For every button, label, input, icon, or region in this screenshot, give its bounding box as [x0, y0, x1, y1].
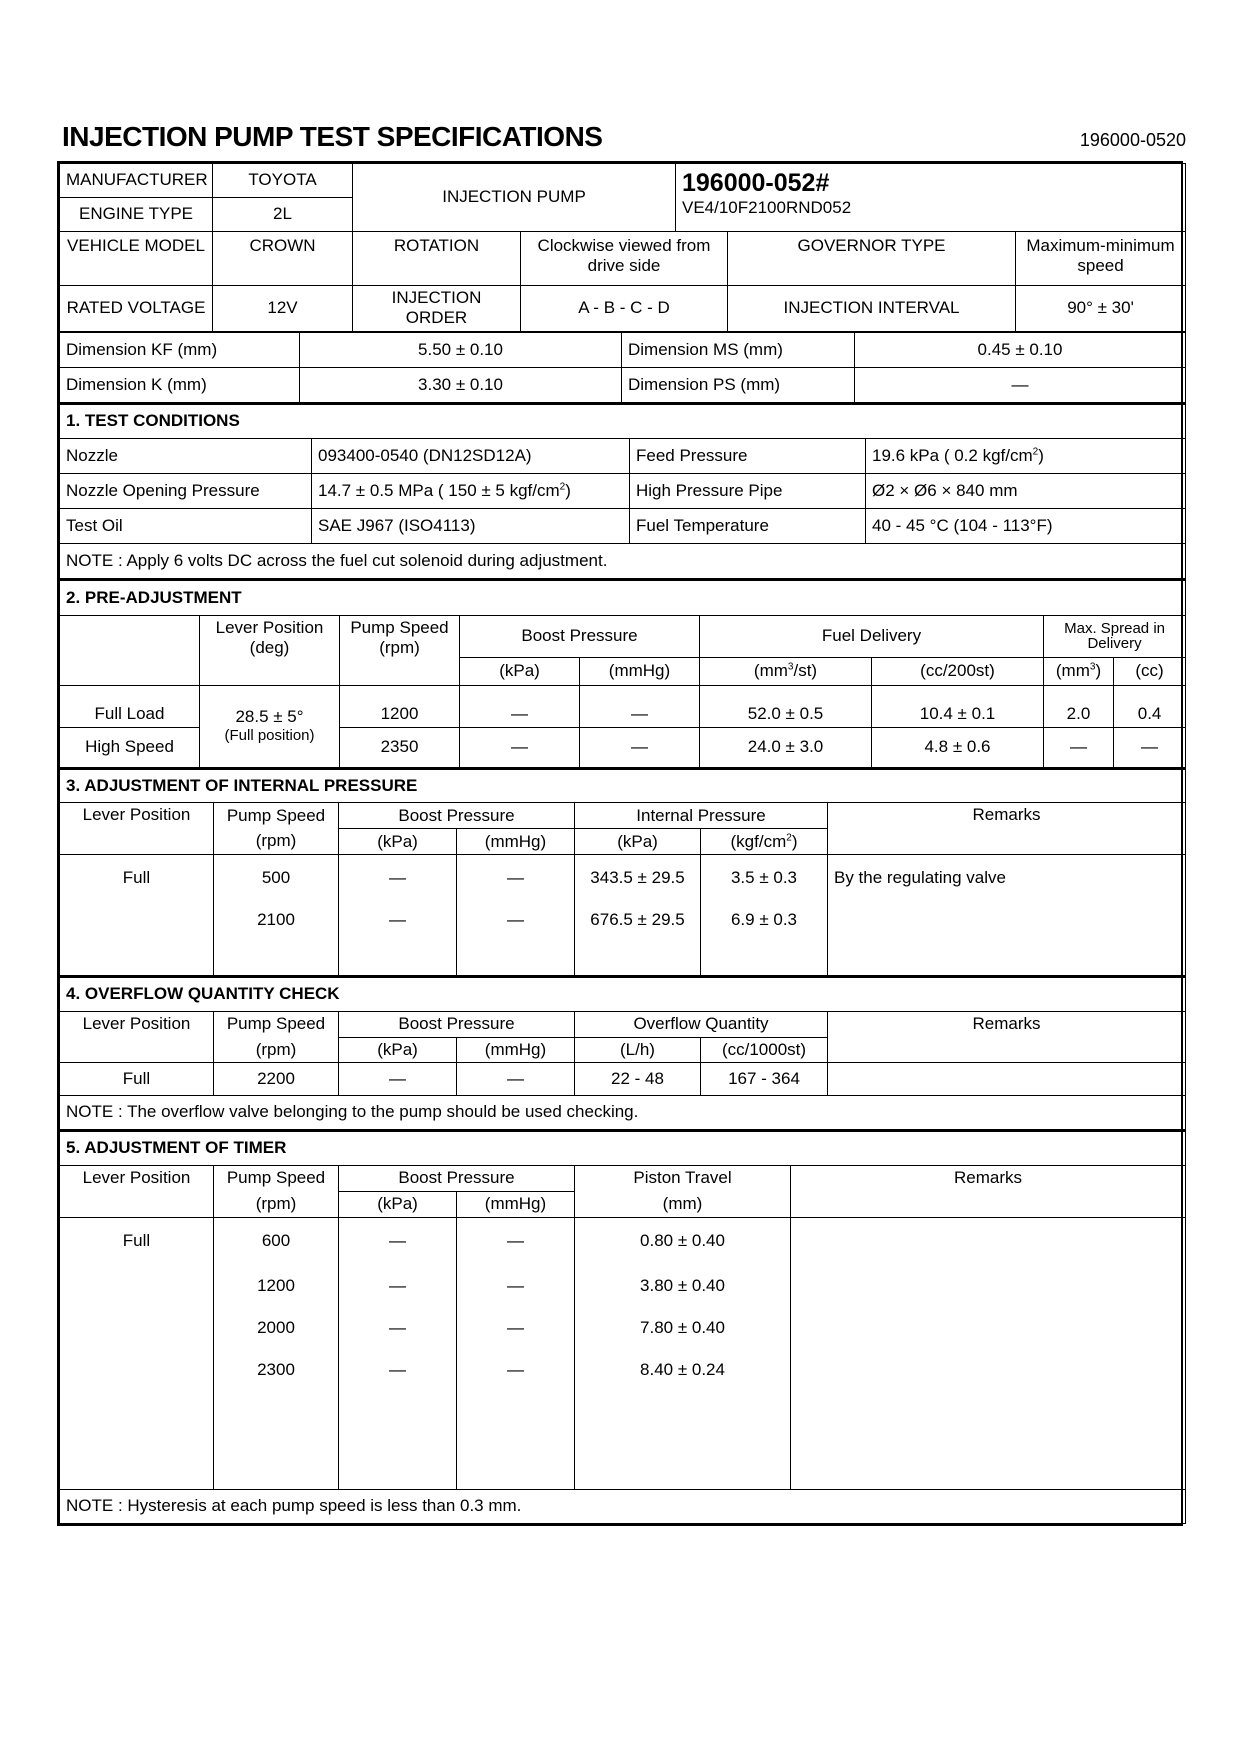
- of-unit-mmhg: (mmHg): [457, 1037, 575, 1062]
- tm-unit-mm: (mm): [575, 1191, 791, 1217]
- ip-kgf-value-2: 6.9 ± 0.3: [701, 901, 828, 939]
- tm-kpa-2: —: [339, 1265, 457, 1307]
- pre-adj-speed-1: 1200: [340, 685, 460, 727]
- dimension-kf-label: Dimension KF (mm): [60, 332, 300, 367]
- hp-pipe-label: High Pressure Pipe: [630, 474, 866, 509]
- tm-kpa-4: —: [339, 1349, 457, 1391]
- tm-pad-3: [339, 1391, 457, 1489]
- governor-type-value: Maximum-minimum speed: [1016, 232, 1186, 286]
- ip-remark-blank: [828, 901, 1186, 939]
- pre-adj-unit-kpa: (kPa): [460, 657, 580, 685]
- injection-interval-label: INJECTION INTERVAL: [728, 286, 1016, 332]
- timer-table: [59, 1130, 1186, 1524]
- ip-mmhg-2: —: [457, 901, 575, 939]
- tm-lever-value: Full: [60, 1217, 214, 1265]
- dimensions-table: [59, 332, 1186, 403]
- pre-adj-unit-mm3b: (mm: [1055, 661, 1090, 681]
- pre-adj-kpa-2: —: [460, 727, 580, 767]
- governor-type-label: GOVERNOR TYPE: [728, 232, 1016, 286]
- engine-type-label: ENGINE TYPE: [60, 198, 213, 232]
- pre-adj-unit-mm3b-cell: [1044, 657, 1114, 685]
- ip-pad-2: [214, 939, 339, 976]
- ip-mmhg-1: —: [457, 855, 575, 901]
- ip-kpa-value-1: 343.5 ± 29.5: [575, 855, 701, 901]
- feed-pressure-sup: 2: [1032, 446, 1039, 458]
- hp-pipe-value: Ø2 × Ø6 × 840 mm: [866, 474, 1186, 509]
- tm-speed-2: 1200: [214, 1265, 339, 1307]
- internal-pressure-heading: 3. ADJUSTMENT OF INTERNAL PRESSURE: [60, 769, 1186, 803]
- pre-adj-boost-header: Boost Pressure: [460, 615, 700, 657]
- tm-travel-1: 0.80 ± 0.40: [575, 1217, 791, 1265]
- ip-lever-blank: [60, 901, 214, 939]
- ip-unit-kgf: (kgf/cm: [730, 831, 787, 851]
- ip-speed-2: 2100: [214, 901, 339, 939]
- tm-pad-4: [457, 1391, 575, 1489]
- rotation-value: Clockwise viewed from drive side: [521, 232, 728, 286]
- of-overflow-header: Overflow Quantity: [575, 1011, 828, 1037]
- dimension-ms-label: Dimension MS (mm): [622, 332, 855, 367]
- ip-speed-1: 500: [214, 855, 339, 901]
- dimension-kf-value: 5.50 ± 0.10: [300, 332, 622, 367]
- ip-unit-kpa: (kPa): [339, 829, 457, 855]
- feed-pressure-label: Feed Pressure: [630, 439, 866, 474]
- pre-adj-unit-mm3-sup: 3: [787, 661, 794, 673]
- ip-unit-rpm: (rpm): [214, 829, 339, 855]
- tm-pad-2: [214, 1391, 339, 1489]
- of-kpa: —: [339, 1063, 457, 1096]
- tm-kpa-3: —: [339, 1307, 457, 1349]
- ip-lever-header: Lever Position: [60, 803, 214, 855]
- dimension-k-value: 3.30 ± 0.10: [300, 367, 622, 402]
- tm-mmhg-3: —: [457, 1307, 575, 1349]
- dimension-ps-value: —: [855, 367, 1186, 402]
- of-lh: 22 - 48: [575, 1063, 701, 1096]
- injection-order-label: INJECTION ORDER: [353, 286, 521, 332]
- pre-adj-blank-header: [60, 615, 200, 685]
- pump-model: VE4/10F2100RND052: [682, 198, 852, 217]
- nozzle-label: Nozzle: [60, 439, 312, 474]
- pre-adj-unit-cc: (cc): [1114, 657, 1186, 685]
- pre-adj-unit-mm3-tail: /st): [793, 661, 818, 681]
- tm-mmhg-2: —: [457, 1265, 575, 1307]
- tm-unit-mmhg: (mmHg): [457, 1191, 575, 1217]
- tm-lever-blank-2: [60, 1265, 214, 1307]
- rotation-label: ROTATION: [353, 232, 521, 286]
- pre-adj-lever-note: (Full position): [224, 727, 315, 745]
- of-remarks-header: Remarks: [828, 1011, 1186, 1062]
- pre-adj-spread-mm-2: —: [1044, 727, 1114, 767]
- tm-kpa-1: —: [339, 1217, 457, 1265]
- pre-adj-unit-mmhg: (mmHg): [580, 657, 700, 685]
- pre-adj-lever-header: Lever Position (deg): [200, 615, 340, 685]
- pre-adjustment-heading: 2. PRE-ADJUSTMENT: [60, 580, 1186, 615]
- tm-travel-2: 3.80 ± 0.40: [575, 1265, 791, 1307]
- overflow-table: [59, 976, 1186, 1130]
- ip-unit-kpa2: (kPa): [575, 829, 701, 855]
- ip-internal-header: Internal Pressure: [575, 803, 828, 829]
- pre-adj-row-full-load: Full Load: [60, 685, 200, 727]
- ip-boost-header: Boost Pressure: [339, 803, 575, 829]
- nozzle-opening-sup: 2: [559, 481, 566, 493]
- ip-lever-value: Full: [60, 855, 214, 901]
- page-title: INJECTION PUMP TEST SPECIFICATIONS: [62, 121, 603, 152]
- injection-interval-value: 90° ± 30': [1016, 286, 1186, 332]
- internal-pressure-table: [59, 768, 1186, 977]
- pre-adj-fuel-2: 24.0 ± 3.0: [700, 727, 872, 767]
- ip-remark: By the regulating valve: [828, 855, 1186, 901]
- nozzle-opening-label: Nozzle Opening Pressure: [60, 474, 312, 509]
- pre-adj-lever-cell: [200, 685, 340, 767]
- of-lever-header: Lever Position: [60, 1011, 214, 1062]
- pre-adj-spread-cc-2: —: [1114, 727, 1186, 767]
- of-lever-value: Full: [60, 1063, 214, 1096]
- ip-unit-kgf-sup: 2: [786, 831, 792, 843]
- pre-adj-unit-mm3: (mm: [753, 661, 788, 681]
- tm-pad-5: [575, 1391, 791, 1489]
- pre-adj-cc-2: 4.8 ± 0.6: [872, 727, 1044, 767]
- nozzle-opening-value: 14.7 ± 0.5 MPa ( 150 ± 5 kgf/cm: [318, 481, 560, 501]
- tm-speed-3: 2000: [214, 1307, 339, 1349]
- test-conditions-heading: 1. TEST CONDITIONS: [60, 404, 1186, 439]
- ip-unit-kgf-tail: ): [791, 831, 798, 851]
- ip-kpa-2: —: [339, 901, 457, 939]
- of-mmhg: —: [457, 1063, 575, 1096]
- ip-pad-1: [60, 939, 214, 976]
- tm-unit-kpa: (kPa): [339, 1191, 457, 1217]
- rated-voltage-label: RATED VOLTAGE: [60, 286, 213, 332]
- of-remark-blank: [828, 1063, 1186, 1096]
- ip-pad-3: [339, 939, 457, 976]
- pump-number: 196000-052#: [682, 169, 830, 197]
- pre-adj-spread-header: Max. Spread in Delivery: [1044, 615, 1186, 657]
- pre-adj-fuel-1: 52.0 ± 0.5: [700, 685, 872, 727]
- ip-pad-5: [575, 939, 701, 976]
- vehicle-model-value: CROWN: [213, 232, 353, 286]
- document-number: 196000-0520: [1079, 130, 1186, 150]
- pre-adj-cc-1: 10.4 ± 0.1: [872, 685, 1044, 727]
- of-unit-cc: (cc/1000st): [701, 1037, 828, 1062]
- manufacturer-value: TOYOTA: [213, 164, 353, 198]
- of-unit-kpa: (kPa): [339, 1037, 457, 1062]
- of-unit-lh: (L/h): [575, 1037, 701, 1062]
- pre-adj-unit-mm3b-sup: 3: [1089, 661, 1096, 673]
- tm-remarks-header: Remarks: [791, 1165, 1186, 1217]
- tm-boost-header: Boost Pressure: [339, 1165, 575, 1191]
- pre-adj-unit-mm3b-tail: ): [1095, 661, 1102, 681]
- timer-note: NOTE : Hysteresis at each pump speed is less than 0.3 mm.: [60, 1489, 1186, 1523]
- of-pump-header: Pump Speed: [214, 1011, 339, 1037]
- rated-voltage-value: 12V: [213, 286, 353, 332]
- pre-adj-spread-cc-1: 0.4: [1114, 685, 1186, 727]
- tm-speed-4: 2300: [214, 1349, 339, 1391]
- ip-unit-mmhg: (mmHg): [457, 829, 575, 855]
- overflow-note: NOTE : The overflow valve belonging to the pump should be used checking.: [60, 1096, 1186, 1130]
- ip-pad-6: [701, 939, 828, 976]
- pre-adj-speed-2: 2350: [340, 727, 460, 767]
- tm-mmhg-4: —: [457, 1349, 575, 1391]
- ip-unit-kgf-cell: [701, 829, 828, 855]
- tm-lever-blank-3: [60, 1307, 214, 1349]
- tm-lever-blank-4: [60, 1349, 214, 1391]
- ip-pad-7: [828, 939, 1186, 976]
- pre-adj-spread-mm-1: 2.0: [1044, 685, 1114, 727]
- pre-adj-fuel-header: Fuel Delivery: [700, 615, 1044, 657]
- tm-travel-4: 8.40 ± 0.24: [575, 1349, 791, 1391]
- pre-adj-lever-value: 28.5 ± 5°: [235, 707, 304, 727]
- dimension-ms-value: 0.45 ± 0.10: [855, 332, 1186, 367]
- dimension-ps-label: Dimension PS (mm): [622, 367, 855, 402]
- pre-adj-row-high-speed: High Speed: [60, 727, 200, 767]
- feed-pressure-value: 19.6 kPa ( 0.2 kgf/cm: [872, 446, 1033, 466]
- fuel-temp-label: Fuel Temperature: [630, 509, 866, 544]
- pre-adj-mmhg-2: —: [580, 727, 700, 767]
- injection-order-value: A - B - C - D: [521, 286, 728, 332]
- vehicle-model-label: VEHICLE MODEL: [60, 232, 213, 286]
- pre-adj-kpa-1: —: [460, 685, 580, 727]
- tm-speed-1: 600: [214, 1217, 339, 1265]
- tm-remark-blank: [791, 1217, 1186, 1489]
- info-table: [59, 163, 1186, 332]
- ip-pad-4: [457, 939, 575, 976]
- tm-mmhg-1: —: [457, 1217, 575, 1265]
- tm-unit-rpm: (rpm): [214, 1191, 339, 1217]
- ip-kpa-1: —: [339, 855, 457, 901]
- ip-remarks-header: Remarks: [828, 803, 1186, 855]
- test-conditions-table: [59, 403, 1186, 580]
- ip-kgf-value-1: 3.5 ± 0.3: [701, 855, 828, 901]
- test-conditions-note: NOTE : Apply 6 volts DC across the fuel cut solenoid during adjustment.: [60, 544, 1186, 579]
- nozzle-value: 093400-0540 (DN12SD12A): [312, 439, 630, 474]
- pre-adj-pump-header: Pump Speed (rpm): [340, 615, 460, 685]
- ip-kpa-value-2: 676.5 ± 29.5: [575, 901, 701, 939]
- engine-type-value: 2L: [213, 198, 353, 232]
- tm-piston-header: Piston Travel: [575, 1165, 791, 1191]
- of-cc: 167 - 364: [701, 1063, 828, 1096]
- pre-adjustment-table: [59, 579, 1186, 768]
- timer-heading: 5. ADJUSTMENT OF TIMER: [60, 1131, 1186, 1165]
- feed-pressure-cell: 19.6 kPa ( 0.2 kgf/$cm^2$): [866, 439, 1186, 474]
- fuel-temp-value: 40 - 45 °C (104 - 113°F): [866, 509, 1186, 544]
- tm-lever-header: Lever Position: [60, 1165, 214, 1217]
- tm-pad-1: [60, 1391, 214, 1489]
- pump-id-cell: [676, 164, 1186, 232]
- tm-travel-3: 7.80 ± 0.40: [575, 1307, 791, 1349]
- of-unit-rpm: (rpm): [214, 1037, 339, 1062]
- ip-pump-header: Pump Speed: [214, 803, 339, 829]
- spec-sheet: [57, 161, 1183, 1526]
- dimension-k-label: Dimension K (mm): [60, 367, 300, 402]
- of-boost-header: Boost Pressure: [339, 1011, 575, 1037]
- tm-pump-header: Pump Speed: [214, 1165, 339, 1191]
- test-oil-value: SAE J967 (ISO4113): [312, 509, 630, 544]
- of-speed: 2200: [214, 1063, 339, 1096]
- pre-adj-unit-mm3-cell: [700, 657, 872, 685]
- injection-pump-label: INJECTION PUMP: [353, 164, 676, 232]
- overflow-heading: 4. OVERFLOW QUANTITY CHECK: [60, 977, 1186, 1011]
- pre-adj-mmhg-1: —: [580, 685, 700, 727]
- nozzle-opening-cell: 14.7 ± 0.5 MPa ( 150 ± 5 kgf/$cm^2$): [312, 474, 630, 509]
- manufacturer-label: MANUFACTURER: [60, 164, 213, 198]
- test-oil-label: Test Oil: [60, 509, 312, 544]
- pre-adj-unit-cc200: (cc/200st): [872, 657, 1044, 685]
